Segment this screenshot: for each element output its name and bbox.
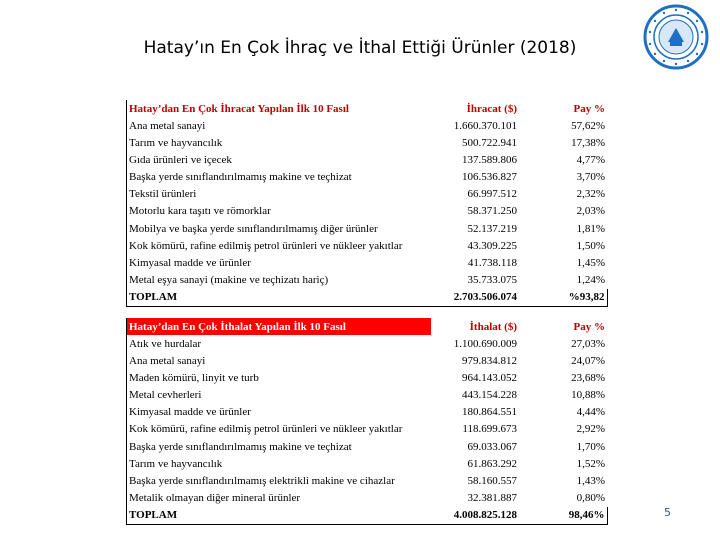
export-value-cell: 500.722.941 [462,136,517,149]
import-row [127,455,608,472]
chamber-seal-icon [643,4,709,70]
import-value-cell: İthalat ($) [469,320,517,333]
export-value-cell: 2.703.506.074 [431,289,519,307]
export-label-cell: TOPLAM [127,289,432,307]
export-header-row [127,100,608,117]
import-row [127,472,608,489]
export-row [127,271,608,288]
export-row [127,151,608,168]
export-value-cell: 1.660.370.101 [453,119,517,132]
export-label-cell: Tarım ve hayvancılık [129,136,223,149]
export-value-cell: 137.589.806 [462,153,517,166]
export-label-cell: Motorlu kara taşıtı ve römorklar [129,205,271,218]
export-share-cell: %93,82 [519,289,607,307]
export-share-cell: 2,32% [576,188,605,201]
export-value-cell: 41.738.118 [467,256,517,269]
import-share-cell: 24,07% [571,354,605,367]
export-row [127,237,608,254]
import-value-cell: 964.143.052 [462,371,517,384]
import-label-cell: Başka yerde sınıflandırılmamış makine ve teçhizat [129,440,352,453]
export-value-cell: 66.997.512 [467,188,517,201]
export-share-cell: 1,50% [576,239,605,252]
import-label-cell: Tarım ve hayvancılık [129,457,223,470]
import-row [127,352,608,369]
export-label-cell: Mobilya ve başka yerde sınıflandırılmamış diğer ürünler [129,222,378,235]
export-value-cell: İhracat ($) [466,102,517,115]
import-header-row [127,318,608,335]
export-row [127,169,608,186]
export-share-cell: 2,03% [576,205,605,218]
export-row [127,254,608,271]
import-row [127,489,608,506]
export-share-cell: 17,38% [571,136,605,149]
export-row [127,220,608,237]
export-label-cell: Gıda ürünleri ve içecek [129,153,232,166]
export-share-cell: 1,24% [576,273,605,286]
export-row [127,203,608,220]
export-label-cell: Ana metal sanayi [129,119,206,132]
import-value-cell: 58.160.557 [467,474,517,487]
export-total-row [127,289,608,307]
import-table [126,318,608,525]
import-share-cell: 98,46% [519,507,607,525]
export-share-cell: 57,62% [571,119,605,132]
export-label-cell: Tekstil ürünleri [129,188,197,201]
export-label-cell: Başka yerde sınıflandırılmamış makine ve teçhizat [129,171,352,184]
import-value-cell: 979.834.812 [462,354,517,367]
import-share-cell: Pay % [573,320,605,333]
import-value-cell: 1.100.690.009 [453,337,517,350]
export-row [127,186,608,203]
import-label-cell: Metal cevherleri [129,389,202,402]
export-label-cell: Hatay’dan En Çok İhracat Yapılan İlk 10 Fasıl [129,102,349,115]
import-row [127,438,608,455]
import-label-cell: Atık ve hurdalar [129,337,202,350]
import-row [127,421,608,438]
import-share-cell: 4,44% [576,406,605,419]
import-share-cell: 1,70% [576,440,605,453]
export-value-cell: 106.536.827 [462,171,517,184]
export-share-cell: 3,70% [576,171,605,184]
import-value-cell: 443.154.228 [462,389,517,402]
import-value-cell: 118.699.673 [462,423,517,436]
slide-title: Hatay’ın En Çok İhraç ve İthal Ettiği Ürünler (2018) [143,38,577,58]
import-value-cell: 69.033.067 [467,440,517,453]
export-value-cell: 35.733.075 [467,273,517,286]
import-share-cell: 27,03% [571,337,605,350]
import-share-cell: 2,92% [576,423,605,436]
import-share-cell: 23,68% [571,371,605,384]
export-row [127,117,608,134]
import-row [127,387,608,404]
import-value-cell: 61.863.292 [467,457,517,470]
import-row [127,335,608,352]
export-label-cell: Metal eşya sanayi (makine ve teçhizatı hariç) [129,273,329,286]
import-label-cell: Kimyasal madde ve ürünler [129,406,251,419]
import-share-cell: 10,88% [571,389,605,402]
import-share-cell: 0,80% [576,491,605,504]
import-value-cell: 32.381.887 [467,491,517,504]
import-label-cell: Kok kömürü, rafine edilmiş petrol ürünleri ve nükleer yakıtlar [129,423,403,436]
export-row [127,134,608,151]
export-share-cell: Pay % [573,102,605,115]
import-label-cell: Başka yerde sınıflandırılmamış elektrikli makine ve cihazlar [129,474,395,487]
import-value-cell: 4.008.825.128 [431,507,519,525]
export-label-cell: Kok kömürü, rafine edilmiş petrol ürünleri ve nükleer yakıtlar [129,239,403,252]
import-label-cell: Ana metal sanayi [129,354,206,367]
import-share-cell: 1,52% [576,457,605,470]
import-label-cell: Metalik olmayan diğer mineral ürünler [129,491,301,504]
import-label-cell: Maden kömürü, linyit ve turb [129,371,259,384]
page-number: 5 [664,506,671,519]
export-value-cell: 43.309.225 [467,239,517,252]
export-value-cell: 52.137.219 [467,222,517,235]
import-value-cell: 180.864.551 [462,406,517,419]
import-total-row [127,507,608,525]
import-label-cell: TOPLAM [127,507,432,525]
export-share-cell: 1,45% [576,256,605,269]
import-row [127,369,608,386]
export-label-cell: Kimyasal madde ve ürünler [129,256,251,269]
import-row [127,404,608,421]
export-value-cell: 58.371.250 [467,205,517,218]
import-label-cell: Hatay’dan En Çok İthalat Yapılan İlk 10 Fasıl [127,318,432,335]
import-share-cell: 1,43% [576,474,605,487]
export-share-cell: 4,77% [576,153,605,166]
export-share-cell: 1,81% [576,222,605,235]
export-table [126,100,608,307]
